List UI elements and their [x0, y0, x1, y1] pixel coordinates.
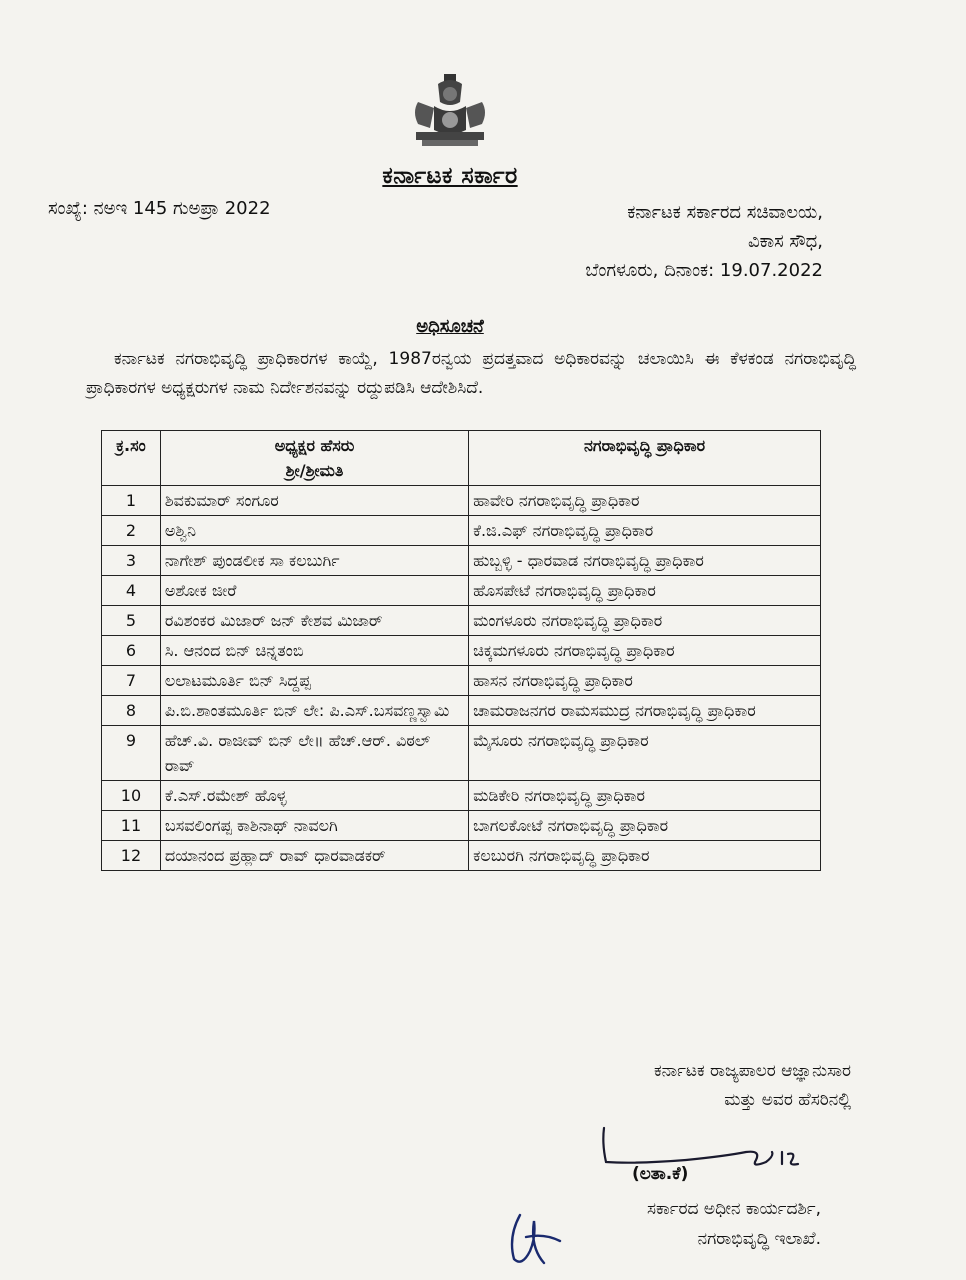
- header-name-line1: ಅಧ್ಯಕ್ಷರ ಹೆಸರು: [274, 436, 355, 455]
- row-authority: ಹಾಸನ ನಗರಾಭಿವೃದ್ಧಿ ಪ್ರಾಧಿಕಾರ: [469, 666, 821, 696]
- row-no: 7: [102, 666, 161, 696]
- row-no: 6: [102, 636, 161, 666]
- row-authority: ಕಲಬುರಗಿ ನಗರಾಭಿವೃದ್ಧಿ ಪ್ರಾಧಿಕಾರ: [469, 841, 821, 871]
- table-row: [102, 781, 821, 811]
- row-no: 4: [102, 576, 161, 606]
- table-row: [102, 576, 821, 606]
- signer-name: (ಲತಾ.ಕೆ): [632, 1164, 689, 1184]
- row-name: ಲಲಾಟಮೂರ್ತಿ ಬಿನ್ ಸಿದ್ದಪ್ಪ: [160, 666, 468, 696]
- row-authority: ಮೈಸೂರು ನಗರಾಭಿವೃದ್ಧಿ ಪ್ರಾಧಿಕಾರ: [469, 726, 821, 781]
- header-authority: ನಗರಾಭಿವೃದ್ಧಿ ಪ್ರಾಧಿಕಾರ: [469, 431, 821, 486]
- row-no: 8: [102, 696, 161, 726]
- row-name: ಸಿ. ಆನಂದ ಬಿನ್ ಚಿನ್ನತಂಬಿ: [160, 636, 468, 666]
- designation-line-2: ನಗರಾಭಿವೃದ್ಧಿ ಇಲಾಖೆ.: [697, 1229, 821, 1249]
- chairpersons-table: [101, 430, 821, 871]
- row-authority: ಚಿಕ್ಕಮಗಳೂರು ನಗರಾಭಿವೃದ್ಧಿ ಪ್ರಾಧಿಕಾರ: [469, 636, 821, 666]
- designation-line-1: ಸರ್ಕಾರದ ಅಧೀನ ಕಾರ್ಯದರ್ಶಿ,: [647, 1199, 821, 1219]
- table-row: [102, 516, 821, 546]
- signer-designation: [647, 1194, 821, 1254]
- row-name: ಅಶ್ವಿನಿ: [160, 516, 468, 546]
- table-row: [102, 486, 821, 516]
- header-serial-no: ಕ್ರ.ಸಂ: [102, 431, 161, 486]
- row-name: ನಾಗೇಶ್ ಪುಂಡಲೀಕ ಸಾ ಕಲಬುರ್ಗಿ: [160, 546, 468, 576]
- row-no: 12: [102, 841, 161, 871]
- row-no: 3: [102, 546, 161, 576]
- office-address: [585, 198, 823, 285]
- row-authority: ಕೆ.ಜಿ.ಎಫ್ ನಗರಾಭಿವೃದ್ಧಿ ಪ್ರಾಧಿಕಾರ: [469, 516, 821, 546]
- row-authority: ಮಂಗಳೂರು ನಗರಾಭಿವೃದ್ಧಿ ಪ್ರಾಧಿಕಾರ: [469, 606, 821, 636]
- closing-line-1: ಕರ್ನಾಟಕ ರಾಜ್ಯಪಾಲರ ಆಜ್ಞಾನುಸಾರ: [653, 1061, 851, 1081]
- state-emblem-icon: [408, 72, 492, 150]
- table-row: [102, 666, 821, 696]
- row-no: 2: [102, 516, 161, 546]
- row-authority: ಹುಬ್ಬಳ್ಳಿ - ಧಾರವಾಡ ನಗರಾಭಿವೃದ್ಧಿ ಪ್ರಾಧಿಕಾರ: [469, 546, 821, 576]
- row-authority: ಮಡಿಕೇರಿ ನಗರಾಭಿವೃದ್ಧಿ ಪ್ರಾಧಿಕಾರ: [469, 781, 821, 811]
- governor-order-closing: [654, 1057, 851, 1115]
- table-row: [102, 606, 821, 636]
- table-row: [102, 696, 821, 726]
- table-row: [102, 726, 821, 781]
- row-name: ಬಸವಲಿಂಗಪ್ಪ ಕಾಶಿನಾಥ್ ನಾವಲಗಿ: [160, 811, 468, 841]
- reference-number: ಸಂಖ್ಯೆ: ನಅಇ 145 ಗುಅಪ್ರಾ 2022: [48, 198, 271, 219]
- row-name: ಹೆಚ್.ವಿ. ರಾಜೀವ್ ಬಿನ್ ಲೇ॥ ಹೆಚ್.ಆರ್. ವಿಠಲ್ ರಾವ್: [160, 726, 468, 781]
- row-name: ಕೆ.ಎಸ್.ರಮೇಶ್ ಹೊಳ್ಳ: [160, 781, 468, 811]
- row-name: ರವಿಶಂಕರ ಮಿಜಾರ್ ಜನ್ ಕೇಶವ ಮಿಜಾರ್: [160, 606, 468, 636]
- row-name: ಅಶೋಕ ಜೀರೆ: [160, 576, 468, 606]
- address-line-2: ವಿಕಾಸ ಸೌಧ,: [748, 231, 823, 252]
- row-no: 11: [102, 811, 161, 841]
- handwritten-signature: [596, 1122, 826, 1172]
- closing-line-2: ಮತ್ತು ಅವರ ಹೆಸರಿನಲ್ಲಿ: [724, 1090, 851, 1110]
- header-name: [160, 431, 468, 486]
- row-name: ದಯಾನಂದ ಪ್ರಹ್ಲಾದ್ ರಾವ್ ಧಾರವಾಡಕರ್: [160, 841, 468, 871]
- row-authority: ಹಾವೇರಿ ನಗರಾಭಿವೃದ್ಧಿ ಪ್ರಾಧಿಕಾರ: [469, 486, 821, 516]
- government-title: ಕರ್ನಾಟಕ ಸರ್ಕಾರ: [382, 163, 518, 189]
- address-date-line: ಬೆಂಗಳೂರು, ದಿನಾಂಕ: 19.07.2022: [585, 260, 823, 281]
- row-authority: ಹೊಸಪೇಟೆ ನಗರಾಭಿವೃದ್ಧಿ ಪ್ರಾಧಿಕಾರ: [469, 576, 821, 606]
- address-line-1: ಕರ್ನಾಟಕ ಸರ್ಕಾರದ ಸಚಿವಾಲಯ,: [627, 202, 823, 223]
- row-authority: ಚಾಮರಾಜನಗರ ರಾಮಸಮುದ್ರ ನಗರಾಭಿವೃದ್ಧಿ ಪ್ರಾಧಿಕಾರ: [469, 696, 821, 726]
- row-name: ಶಿವಕುಮಾರ್ ಸಂಗೂರ: [160, 486, 468, 516]
- row-name: ಪಿ.ಬಿ.ಶಾಂತಮೂರ್ತಿ ಬಿನ್ ಲೇ: ಪಿ.ಎಸ್.ಬಸವಣ್ಣಸ್ವಾಮಿ: [160, 696, 468, 726]
- table-row: [102, 546, 821, 576]
- row-no: 10: [102, 781, 161, 811]
- table-row: [102, 811, 821, 841]
- initials-mark: [500, 1207, 570, 1269]
- row-no: 1: [102, 486, 161, 516]
- table-header-row: [102, 431, 821, 486]
- notification-body: ಕರ್ನಾಟಕ ನಗರಾಭಿವೃದ್ಧಿ ಪ್ರಾಧಿಕಾರಗಳ ಕಾಯ್ದೆ, 1987ರನ್ವಯ ಪ್ರದತ್ತವಾದ ಅಧಿಕಾರವನ್ನು ಚಲಾಯಿಸಿ ಈ ಕೆಳಕಂಡ ನಗರಾಭಿವೃದ್ಧಿ ಪ್ರಾಧಿಕಾರಗಳ ಅಧ್ಯಕ್ಷರುಗಳ ನಾಮ ನಿರ್ದೇಶನವನ್ನು ರದ್ದುಪಡಿಸಿ ಆದೇಶಿಸಿದೆ.: [86, 349, 856, 398]
- row-authority: ಬಾಗಲಕೋಟೆ ನಗರಾಭಿವೃದ್ಧಿ ಪ್ರಾಧಿಕಾರ: [469, 811, 821, 841]
- table-row: [102, 636, 821, 666]
- table-row: [102, 841, 821, 871]
- row-no: 5: [102, 606, 161, 636]
- header-name-line2: ಶ್ರೀ/ಶ್ರೀಮತಿ: [285, 461, 344, 480]
- notification-heading: ಅಧಿಸೂಚನೆ: [416, 316, 484, 337]
- row-no: 9: [102, 726, 161, 781]
